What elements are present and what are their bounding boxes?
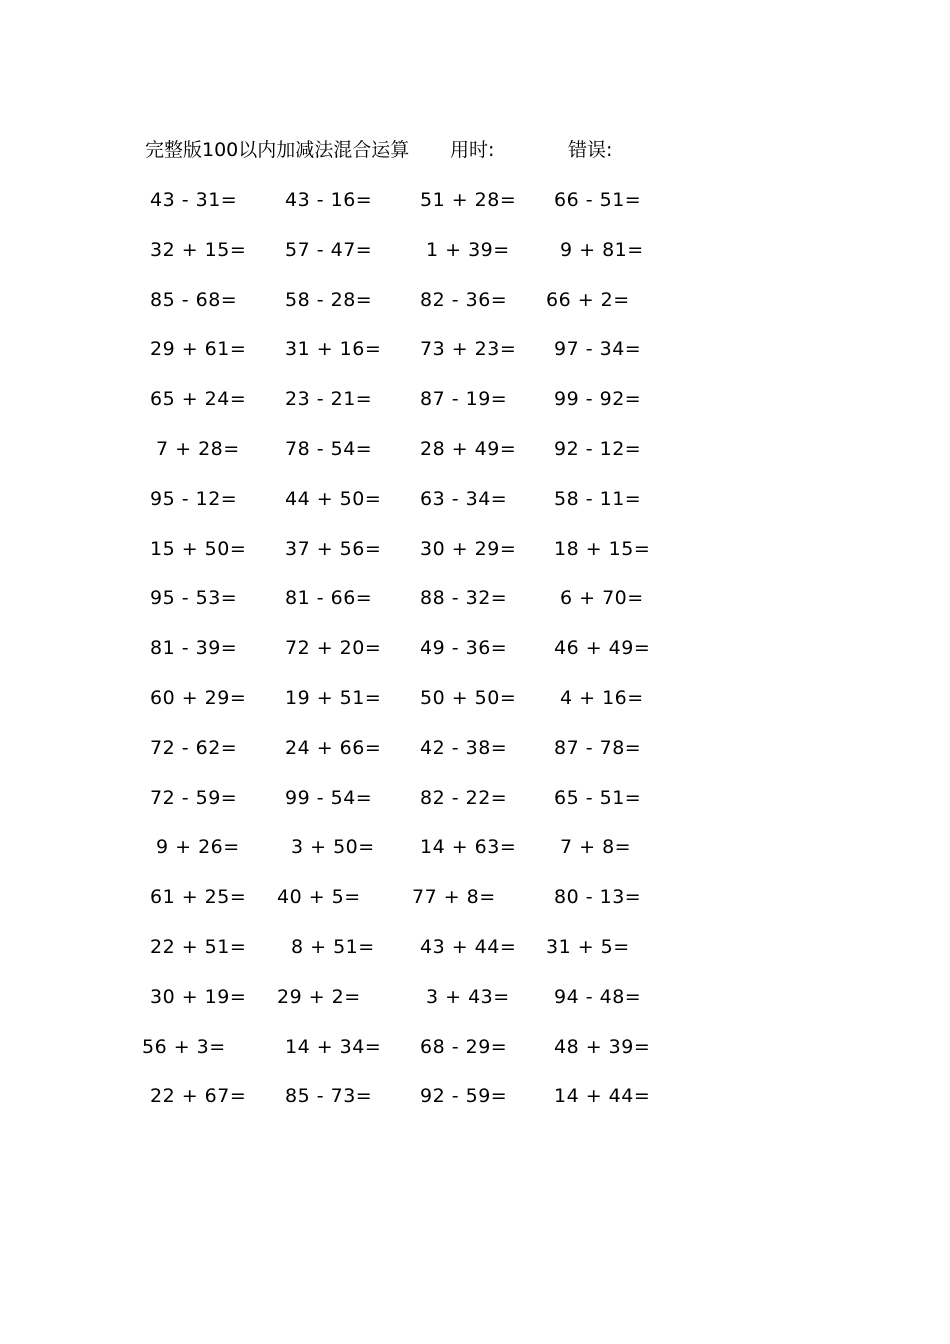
problem-item: 58 - 11= (554, 487, 642, 510)
problem-item: 80 - 13= (554, 886, 642, 909)
problem-item: 15 + 50= (150, 537, 247, 560)
problem-item: 81 - 39= (150, 637, 238, 660)
problem-item: 85 - 68= (150, 288, 238, 311)
problem-row (0, 535, 950, 585)
problem-row (0, 734, 950, 784)
problem-item: 87 - 78= (554, 736, 642, 759)
problem-item: 50 + 50= (420, 686, 517, 709)
problem-row (0, 385, 950, 435)
problem-item: 68 - 29= (420, 1035, 508, 1058)
problem-row (0, 1033, 950, 1083)
problem-row (0, 186, 950, 236)
problem-item: 66 - 51= (554, 189, 642, 211)
problem-item: 48 + 39= (554, 1035, 651, 1058)
problem-item: 72 - 62= (150, 736, 238, 759)
problem-item: 8 + 51= (291, 935, 375, 958)
problem-item: 65 - 51= (554, 786, 642, 809)
problem-item: 3 + 43= (426, 985, 510, 1008)
problem-row (0, 584, 950, 634)
problem-item: 37 + 56= (285, 537, 382, 560)
problem-item: 6 + 70= (560, 587, 644, 610)
problem-item: 95 - 12= (150, 487, 238, 510)
problem-item: 4 + 16= (560, 686, 644, 709)
problem-item: 92 - 59= (420, 1085, 508, 1108)
problem-item: 49 - 36= (420, 637, 508, 660)
problem-item: 51 + 28= (420, 189, 517, 211)
problem-row (0, 933, 950, 983)
problem-item: 14 + 63= (420, 836, 517, 859)
worksheet-title: 完整版100以内加减法混合运算 (145, 139, 410, 161)
problem-item: 60 + 29= (150, 686, 247, 709)
problem-item: 14 + 44= (554, 1085, 651, 1108)
problem-item: 43 - 16= (285, 189, 373, 211)
problem-item: 77 + 8= (412, 886, 496, 909)
problem-item: 29 + 61= (150, 338, 247, 361)
problem-item: 78 - 54= (285, 437, 373, 460)
problem-item: 23 - 21= (285, 388, 373, 411)
problem-item: 32 + 15= (150, 238, 247, 261)
problem-item: 82 - 36= (420, 288, 508, 311)
problem-item: 31 + 5= (546, 935, 630, 958)
problem-item: 46 + 49= (554, 637, 651, 660)
problem-item: 97 - 34= (554, 338, 642, 361)
problem-item: 72 + 20= (285, 637, 382, 660)
problem-item: 66 + 2= (546, 288, 630, 311)
problem-item: 65 + 24= (150, 388, 247, 411)
problem-item: 81 - 66= (285, 587, 373, 610)
problem-row (0, 485, 950, 535)
problem-item: 3 + 50= (291, 836, 375, 859)
problem-item: 85 - 73= (285, 1085, 373, 1108)
problem-item: 99 - 92= (554, 388, 642, 411)
problem-item: 42 - 38= (420, 736, 508, 759)
problem-row (0, 236, 950, 286)
problem-item: 44 + 50= (285, 487, 382, 510)
problem-item: 14 + 34= (285, 1035, 382, 1058)
problem-row (0, 883, 950, 933)
problem-item: 95 - 53= (150, 587, 238, 610)
problem-row (0, 435, 950, 485)
problem-item: 56 + 3= (142, 1035, 226, 1058)
problem-item: 72 - 59= (150, 786, 238, 809)
problem-item: 87 - 19= (420, 388, 508, 411)
problem-grid (0, 186, 950, 1132)
problem-item: 28 + 49= (420, 437, 517, 460)
problem-item: 18 + 15= (554, 537, 651, 560)
problem-item: 73 + 23= (420, 338, 517, 361)
worksheet-header (0, 137, 950, 163)
problem-item: 9 + 26= (156, 836, 240, 859)
problem-item: 31 + 16= (285, 338, 382, 361)
problem-item: 94 - 48= (554, 985, 642, 1008)
time-label: 用时: (450, 139, 495, 161)
problem-item: 61 + 25= (150, 886, 247, 909)
problem-item: 7 + 8= (560, 836, 632, 859)
problem-item: 58 - 28= (285, 288, 373, 311)
problem-item: 43 - 31= (150, 189, 238, 211)
problem-row (0, 833, 950, 883)
problem-item: 9 + 81= (560, 238, 644, 261)
problem-item: 63 - 34= (420, 487, 508, 510)
problem-item: 29 + 2= (277, 985, 361, 1008)
problem-item: 22 + 67= (150, 1085, 247, 1108)
problem-item: 40 + 5= (277, 886, 361, 909)
problem-item: 99 - 54= (285, 786, 373, 809)
problem-item: 88 - 32= (420, 587, 508, 610)
problem-row (0, 983, 950, 1033)
problem-row (0, 634, 950, 684)
problem-row (0, 684, 950, 734)
problem-row (0, 335, 950, 385)
problem-item: 24 + 66= (285, 736, 382, 759)
problem-item: 43 + 44= (420, 935, 517, 958)
problem-item: 22 + 51= (150, 935, 247, 958)
problem-item: 57 - 47= (285, 238, 373, 261)
problem-item: 92 - 12= (554, 437, 642, 460)
problem-row (0, 1082, 950, 1132)
problem-item: 19 + 51= (285, 686, 382, 709)
problem-item: 1 + 39= (426, 238, 510, 261)
error-label: 错误: (568, 139, 613, 161)
problem-item: 30 + 29= (420, 537, 517, 560)
problem-item: 7 + 28= (156, 437, 240, 460)
problem-item: 30 + 19= (150, 985, 247, 1008)
problem-row (0, 784, 950, 834)
problem-item: 82 - 22= (420, 786, 508, 809)
problem-row (0, 286, 950, 336)
